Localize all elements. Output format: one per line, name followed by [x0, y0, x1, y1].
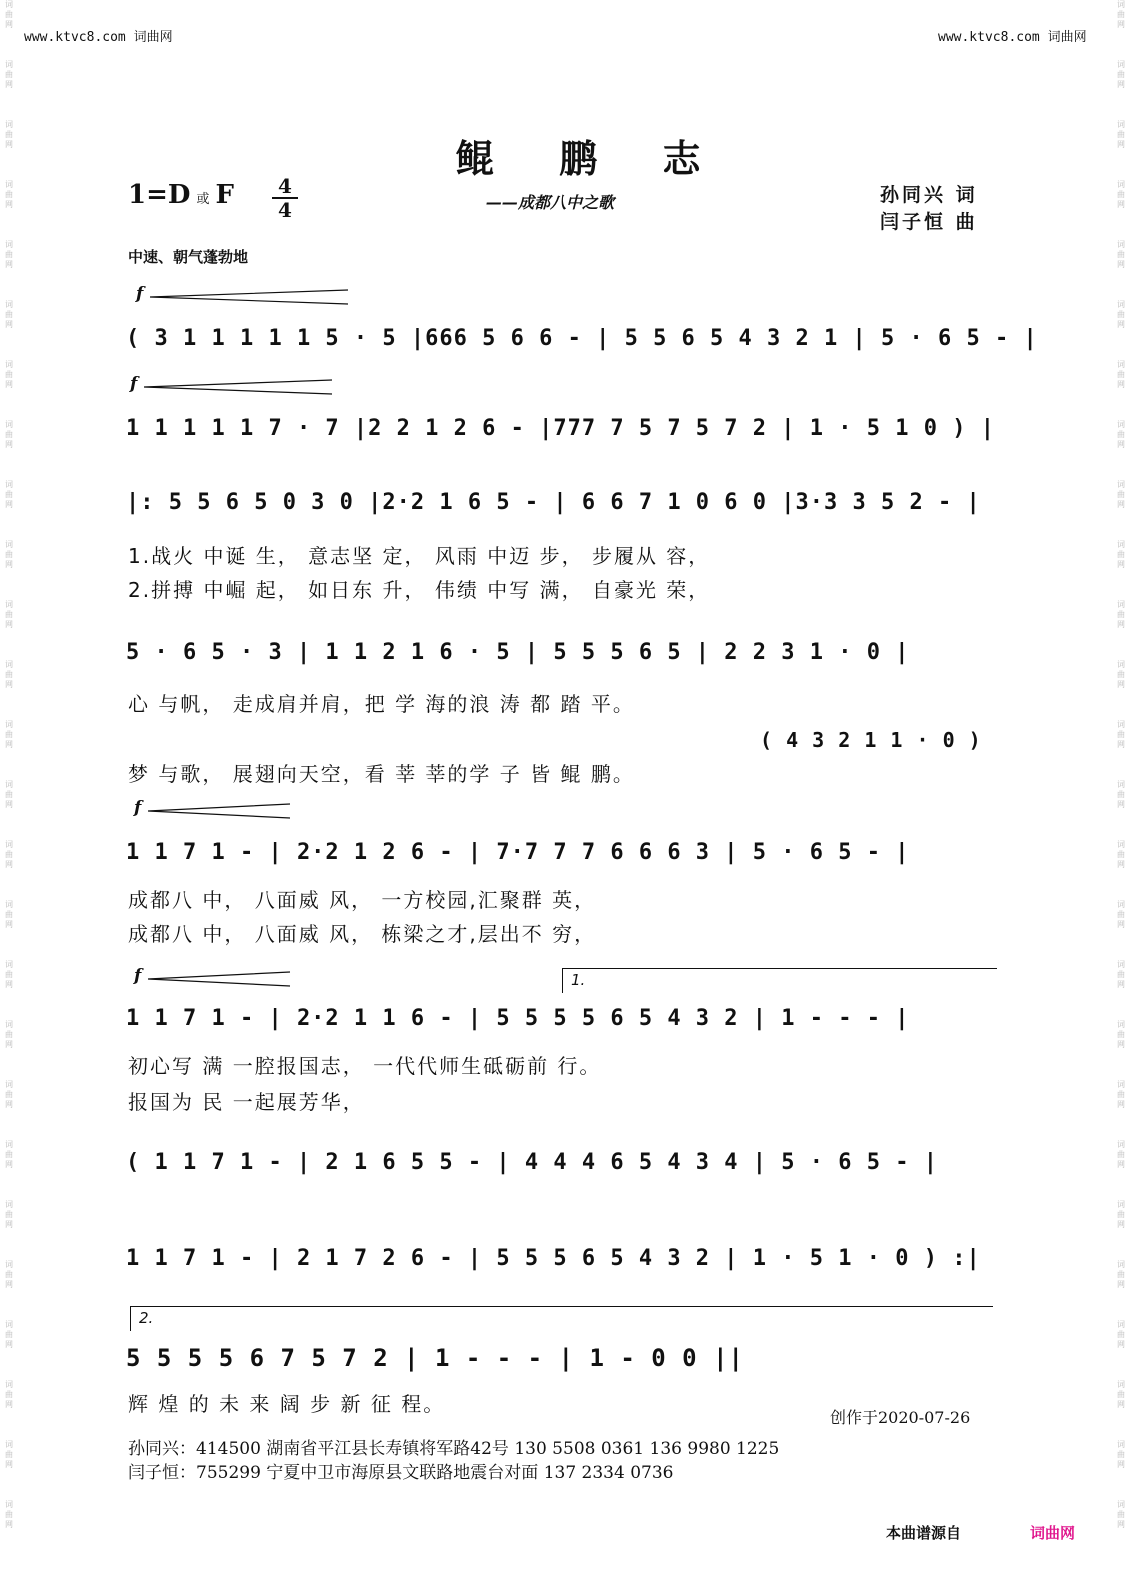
- watermark-side-text: 词曲网: [5, 900, 13, 929]
- forte-mark: f: [136, 284, 144, 304]
- score-row-9: 5 5 5 5 6 7 5 7 2 | 1 - - - | 1 - 0 0 ||: [126, 1344, 744, 1372]
- song-title: 鲲 鹏 志: [456, 136, 727, 181]
- watermark-side-text: 词曲网: [1117, 300, 1125, 329]
- watermark-side-text: 词曲网: [1117, 1200, 1125, 1229]
- watermark-side-text: 词曲网: [5, 0, 13, 29]
- score-row-5: 1 1 7 1 - | 2·2 1 2 6 - | 7·7 7 7 6 6 6 3 | 5 · 6 5 - |: [126, 840, 910, 865]
- watermark-side-text: 词曲网: [5, 960, 13, 989]
- watermark-side-text: 词曲网: [1117, 1140, 1125, 1169]
- score-row-3: |: 5 5 6 5 0 3 0 |2·2 1 6 5 - | 6 6 7 1 0 6 0 |3·3 3 5 2 - |: [126, 490, 981, 515]
- watermark-side-text: 词曲网: [5, 780, 13, 809]
- watermark-side-text: 词曲网: [1117, 1380, 1125, 1409]
- watermark-side-text: 词曲网: [5, 1200, 13, 1229]
- score-row-8: 1 1 7 1 - | 2 1 7 2 6 - | 5 5 5 6 5 4 3 2 | 1 · 5 1 · 0 ) :|: [126, 1246, 981, 1271]
- watermark-side-text: 词曲网: [1117, 720, 1125, 749]
- key-main: 1=D: [128, 180, 191, 210]
- watermark-side-text: 词曲网: [5, 480, 13, 509]
- watermark-left-column: [2, 0, 16, 1560]
- lyric-row-9: 辉 煌 的 未 来 阔 步 新 征 程。: [128, 1392, 446, 1416]
- tempo-marking: 中速、朝气蓬勃地: [128, 248, 249, 266]
- lyric-row-4-verse-1: 心 与帆， 走成肩并肩，把 学 海的浪 涛 都 踏 平。: [128, 692, 635, 716]
- watermark-side-text: 词曲网: [5, 300, 13, 329]
- watermark-side-text: 词曲网: [1117, 900, 1125, 929]
- watermark-side-text: 词曲网: [5, 600, 13, 629]
- watermark-side-text: 词曲网: [5, 1140, 13, 1169]
- score-row-6: 1 1 7 1 - | 2·2 1 1 6 - | 5 5 5 5 6 5 4 3 2 | 1 - - - |: [126, 1006, 910, 1031]
- key-or: 或: [196, 191, 210, 206]
- watermark-side-text: 词曲网: [1117, 120, 1125, 149]
- lyricist-credit: 孙同兴 词: [880, 184, 978, 206]
- watermark-side-text: 词曲网: [1117, 1080, 1125, 1109]
- lyric-row-5-verse-2: 成都八 中， 八面威 风， 栋梁之才,层出不 穷，: [128, 922, 597, 946]
- composer-credit: 闫子恒 曲: [880, 211, 978, 233]
- lyric-row-3-verse-1: 1.战火 中诞 生， 意志坚 定， 风雨 中迈 步， 步履从 容，: [128, 544, 711, 568]
- forte-mark: f: [130, 374, 138, 394]
- watermark-side-text: 词曲网: [1117, 480, 1125, 509]
- volta-1-bracket: [562, 968, 997, 993]
- watermark-side-text: 词曲网: [5, 360, 13, 389]
- watermark-side-text: 词曲网: [5, 1440, 13, 1469]
- watermark-side-text: 词曲网: [1117, 780, 1125, 809]
- time-bottom: 4: [278, 198, 292, 222]
- watermark-side-text: 词曲网: [1117, 840, 1125, 869]
- source-label: 本曲谱源自: [886, 1524, 962, 1542]
- lyric-row-6-verse-2: 报国为 民 一起展芳华，: [128, 1090, 365, 1114]
- watermark-side-text: 词曲网: [5, 540, 13, 569]
- time-top: 4: [278, 174, 292, 198]
- watermark-side-text: 词曲网: [1117, 540, 1125, 569]
- watermark-side-text: 词曲网: [1117, 960, 1125, 989]
- watermark-side-text: 词曲网: [5, 240, 13, 269]
- watermark-side-text: 词曲网: [5, 1080, 13, 1109]
- forte-mark: f: [134, 966, 142, 986]
- lyric-row-4-verse-2: 梦 与歌， 展翅向天空，看 莘 莘的学 子 皆 鲲 鹏。: [128, 762, 635, 786]
- watermark-side-text: 词曲网: [1117, 0, 1125, 29]
- volta-2-bracket: [130, 1306, 993, 1331]
- watermark-side-text: 词曲网: [5, 1380, 13, 1409]
- time-signature: [272, 176, 298, 220]
- composition-date: 创作于2020-07-26: [830, 1408, 971, 1427]
- forte-mark: f: [134, 798, 142, 818]
- watermark-side-text: 词曲网: [1117, 1260, 1125, 1289]
- watermark-side-text: 词曲网: [5, 720, 13, 749]
- watermark-side-text: 词曲网: [5, 1260, 13, 1289]
- dynamic-marking: [134, 966, 294, 988]
- contact-lyricist: 孙同兴：414500 湖南省平江县长寿镇将军路42号 130 5508 0361 136 9980 1225: [128, 1439, 780, 1459]
- volta-2-label: 2.: [139, 1309, 154, 1327]
- interlude-notes: ( 4 3 2 1 1 · 0 ): [760, 728, 982, 752]
- watermark-side-text: 词曲网: [5, 420, 13, 449]
- watermark-side-text: 词曲网: [1117, 1320, 1125, 1349]
- score-row-7: ( 1 1 7 1 - | 2 1 6 5 5 - | 4 4 4 6 5 4 3 4 | 5 · 6 5 - |: [126, 1150, 938, 1175]
- watermark-side-text: 词曲网: [5, 60, 13, 89]
- watermark-side-text: 词曲网: [5, 1020, 13, 1049]
- lyric-row-5-verse-1: 成都八 中， 八面威 风， 一方校园,汇聚群 英，: [128, 888, 597, 912]
- contact-composer: 闫子恒：755299 宁夏中卫市海原县文联路地震台对面 137 2334 0736: [128, 1463, 674, 1483]
- watermark-side-text: 词曲网: [5, 1320, 13, 1349]
- dynamic-marking: [136, 284, 352, 306]
- watermark-top-right: www.ktvc8.com 词曲网: [938, 30, 1087, 45]
- watermark-side-text: 词曲网: [5, 1500, 13, 1529]
- dynamic-marking: [134, 798, 294, 820]
- score-row-2: 1 1 1 1 1 7 · 7 |2 2 1 2 6 - |777 7 5 7 5 7 2 | 1 · 5 1 0 ) |: [126, 416, 995, 441]
- score-row-4: 5 · 6 5 · 3 | 1 1 2 1 6 · 5 | 5 5 5 6 5 | 2 2 3 1 · 0 |: [126, 640, 910, 665]
- watermark-side-text: 词曲网: [5, 120, 13, 149]
- volta-1-label: 1.: [571, 971, 586, 989]
- watermark-side-text: 词曲网: [1117, 420, 1125, 449]
- watermark-side-text: 词曲网: [5, 660, 13, 689]
- lyric-row-3-verse-2: 2.拼搏 中崛 起， 如日东 升， 伟绩 中写 满， 自豪光 荣，: [128, 578, 711, 602]
- watermark-side-text: 词曲网: [1117, 180, 1125, 209]
- watermark-right-column: [1114, 0, 1128, 1560]
- watermark-side-text: 词曲网: [1117, 360, 1125, 389]
- watermark-side-text: 词曲网: [1117, 1440, 1125, 1469]
- watermark-side-text: 词曲网: [5, 180, 13, 209]
- source-site-link[interactable]: 词曲网: [1030, 1524, 1076, 1542]
- score-row-1: ( 3 1 1 1 1 1 5 · 5 |666 5 6 6 - | 5 5 6 5 4 3 2 1 | 5 · 6 5 - |: [126, 326, 1038, 351]
- watermark-side-text: 词曲网: [1117, 600, 1125, 629]
- watermark-side-text: 词曲网: [1117, 1020, 1125, 1049]
- watermark-side-text: 词曲网: [1117, 1500, 1125, 1529]
- watermark-side-text: 词曲网: [1117, 60, 1125, 89]
- dynamic-marking: [130, 374, 336, 396]
- watermark-top-left: www.ktvc8.com 词曲网: [24, 30, 173, 45]
- key-signature: [128, 180, 234, 210]
- watermark-side-text: 词曲网: [1117, 660, 1125, 689]
- watermark-side-text: 词曲网: [5, 840, 13, 869]
- lyric-row-6-verse-1: 初心写 满 一腔报国志， 一代代师生砥砺前 行。: [128, 1054, 602, 1078]
- key-alt: F: [215, 180, 234, 210]
- watermark-side-text: 词曲网: [1117, 240, 1125, 269]
- song-subtitle: ——成都八中之歌: [486, 193, 615, 212]
